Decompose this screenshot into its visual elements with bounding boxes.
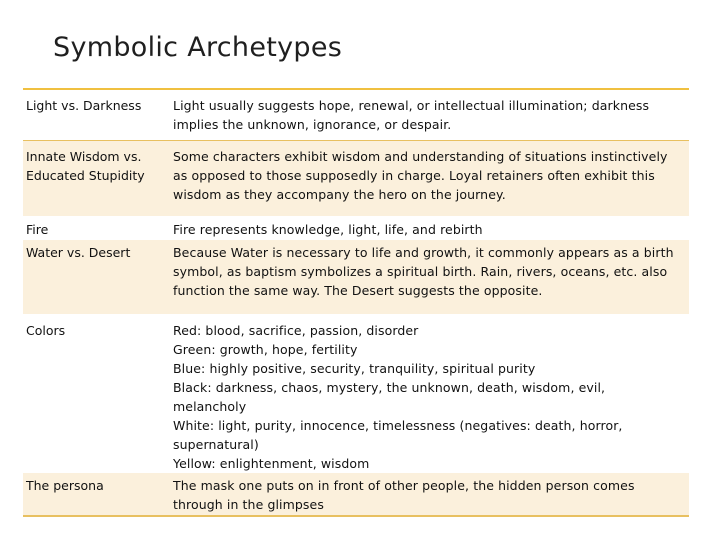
row-description: Some characters exhibit wisdom and understanding of situations instinctively as opposed to those supposedly in charge. Loyal retainers often exhibit this wisdom as they accompany the hero on the journey. <box>173 149 668 202</box>
table-row-light-darkness <box>23 90 689 141</box>
row-label: The persona <box>26 478 104 493</box>
table-row-persona <box>23 473 689 517</box>
table-row-fire <box>23 216 689 240</box>
row-label: Fire <box>26 222 49 237</box>
row-label: Colors <box>26 323 66 338</box>
archetypes-table <box>23 88 689 517</box>
row-description: The mask one puts on in front of other people, the hidden person comes through in the glimpses <box>173 478 635 512</box>
row-label: Water vs. Desert <box>26 245 131 260</box>
row-label: Innate Wisdom vs. Educated Stupidity <box>26 149 145 183</box>
row-description: Light usually suggests hope, renewal, or intellectual illumination; darkness implies the unknown, ignorance, or despair. <box>173 98 650 132</box>
table-row-water-desert <box>23 240 689 314</box>
row-description: Because Water is necessary to life and growth, it commonly appears as a birth symbol, as baptism symbolizes a spiritual birth. Rain, rivers, oceans, etc. also function the same way. The Desert suggests the opposite. <box>173 245 674 298</box>
row-label: Light vs. Darkness <box>26 98 142 113</box>
row-description: Fire represents knowledge, light, life, and rebirth <box>173 222 483 237</box>
page-title: Symbolic Archetypes <box>53 32 343 63</box>
table-row-innate-wisdom <box>23 141 689 216</box>
row-description: Red: blood, sacrifice, passion, disorder Green: growth, hope, fertility Blue: highly positive, security, tranquility, spiritual purity Black: darkness, chaos, mystery, the unknown, death, wisdom, evil, melancholy White: light, purity, innocence, timelessness (negatives: death, horror, supernatural) Yellow: enlightenment, wisdom <box>173 323 623 471</box>
table-row-colors <box>23 314 689 473</box>
